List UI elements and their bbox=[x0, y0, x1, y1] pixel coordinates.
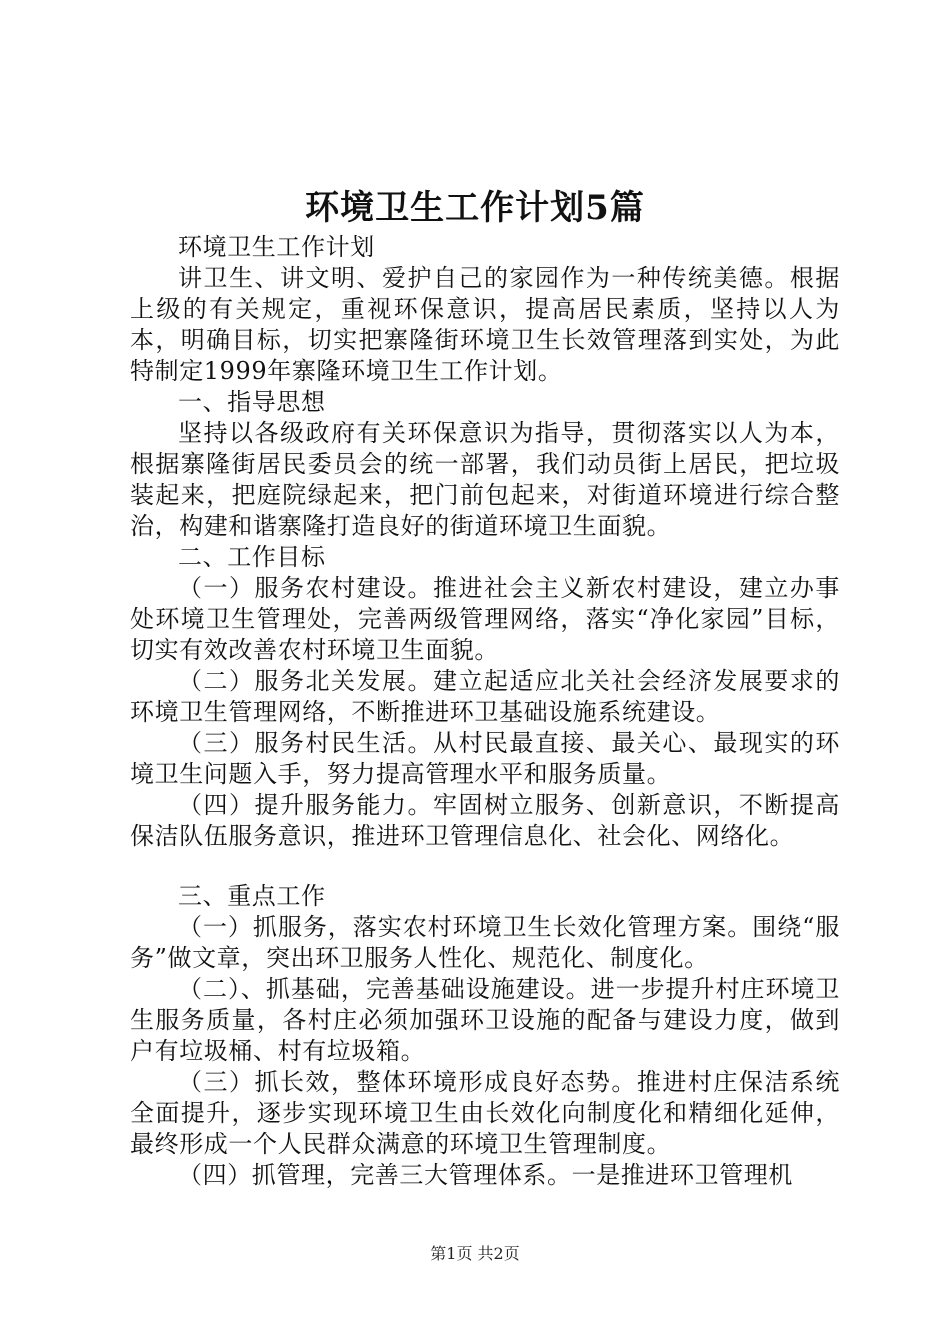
blank-line bbox=[130, 852, 840, 881]
paragraph: （三）抓长效，整体环境形成良好态势。推进村庄保洁系统全面提升，逐步实现环境卫生由长效化向制度化和精细化延伸，最终形成一个人民群众满意的环境卫生管理制度。 bbox=[130, 1068, 840, 1158]
paragraph: （一）服务农村建设。推进社会主义新农村建设，建立办事处环境卫生管理处，完善两级管理网络，落实“净化家园”目标，切实有效改善农村环境卫生面貌。 bbox=[130, 574, 840, 664]
section-heading: 三、重点工作 bbox=[178, 882, 326, 910]
paragraph: （三）服务村民生活。从村民最直接、最关心、最现实的环境卫生问题入手，努力提高管理水平和服务质量。 bbox=[130, 729, 840, 788]
section-heading: 环境卫生工作计划 bbox=[178, 233, 375, 261]
paragraph: （四）抓管理，完善三大管理体系。一是推进环卫管理机 bbox=[178, 1161, 793, 1189]
paragraph: （四）提升服务能力。牢固树立服务、创新意识，不断提高保洁队伍服务意识，推进环卫管理信息化、社会化、网络化。 bbox=[130, 791, 840, 850]
paragraph: （一）抓服务，落实农村环境卫生长效化管理方案。围绕“服务”做文章，突出环卫服务人性化、规范化、制度化。 bbox=[130, 913, 840, 972]
page-title: 环境卫生工作计划5篇 bbox=[305, 188, 645, 228]
paragraph: 讲卫生、讲文明、爱护自己的家园作为一种传统美德。根据上级的有关规定，重视环保意识，提高居民素质，坚持以人为本，明确目标，切实把寨隆街环境卫生长效管理落到实处，为此特制定1999年寨隆环境卫生工作计划。 bbox=[130, 264, 840, 385]
paragraph: （二）、抓基础，完善基础设施建设。进一步提升村庄环境卫生服务质量，各村庄必须加强环卫设施的配备与建设力度，做到户有垃圾桶、村有垃圾箱。 bbox=[130, 975, 840, 1065]
section-heading: 一、指导思想 bbox=[178, 388, 326, 416]
paragraph: （二）服务北关发展。建立起适应北关社会经济发展要求的环境卫生管理网络，不断推进环卫基础设施系统建设。 bbox=[130, 667, 840, 726]
section-heading: 二、工作目标 bbox=[178, 543, 326, 571]
page-footer: 第1页 共2页 bbox=[430, 1244, 520, 1263]
document-body bbox=[130, 232, 840, 1191]
paragraph: 坚持以各级政府有关环保意识为指导，贯彻落实以人为本，根据寨隆街居民委员会的统一部署，我们动员街上居民，把垃圾装起来，把庭院绿起来，把门前包起来，对街道环境进行综合整治，构建和谐寨隆打造良好的街道环境卫生面貌。 bbox=[130, 419, 840, 540]
